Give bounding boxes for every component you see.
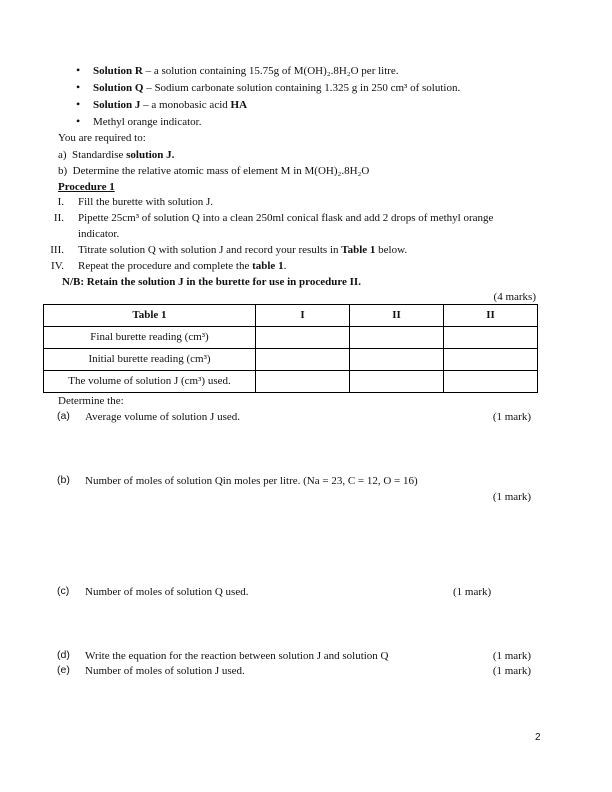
procedure-title: Procedure 1 [58,181,115,193]
table-marks: (4 marks) [493,291,536,303]
required-intro: You are required to: [58,132,146,144]
step-number: III. [50,244,64,256]
question-marks: (1 mark) [492,650,531,662]
row-label: Initial burette reading (cm³) [44,349,256,371]
question-marks: (1 mark) [492,411,531,423]
answer-cell[interactable] [350,327,444,349]
step-number: I. [57,196,64,208]
answer-cell[interactable] [350,371,444,393]
page-number: 2 [535,732,541,743]
question-letter: (c) [57,585,70,597]
row-label: The volume of solution J (cm³) used. [44,371,256,393]
task-a: a) Standardise solution J. [58,149,175,161]
task-b: b) Determine the relative atomic mass of element M in M(OH)₂.8H₂O [58,165,370,177]
table-header: I [256,305,350,327]
materials-list [76,64,460,132]
material-item: • Solution Q – Sodium carbonate solution containing 1.325 g in 250 cm³ of solution. [76,81,460,98]
question-letter: (e) [57,664,70,676]
step-number: II. [53,212,64,224]
question-marks: (1 mark) [492,665,531,677]
question-letter: (b) [57,474,70,486]
table-row [44,371,538,393]
step-text: Fill the burette with solution J. [78,196,214,208]
retain-note: N/B: Retain the solution J in the burette for use in procedure II. [62,276,361,288]
table-header: Table 1 [44,305,256,327]
answer-cell[interactable] [256,327,350,349]
material-item: • Solution J – a monobasic acid HA [76,98,460,115]
answer-cell[interactable] [256,371,350,393]
question-letter: (d) [57,649,70,661]
table-row [44,327,538,349]
question-text: Write the equation for the reaction between solution J and solution Q [85,650,389,662]
material-item: • Methyl orange indicator. [76,115,460,132]
answer-cell[interactable] [256,349,350,371]
question-marks: (1 mark) [453,586,492,598]
determine-intro: Determine the: [58,395,124,407]
row-label: Final burette reading (cm³) [44,327,256,349]
step-text: Repeat the procedure and complete the table 1. [78,260,287,272]
answer-cell[interactable] [444,349,538,371]
results-table [43,304,538,393]
material-item: • Solution R – a solution containing 15.75g of M(OH)₂.8H₂O per litre. [76,64,460,81]
step-text-continued: indicator. [78,228,120,240]
question-marks: (1 mark) [492,491,531,503]
answer-cell[interactable] [444,371,538,393]
table-header: II [350,305,444,327]
question-text: Average volume of solution J used. [85,411,240,423]
question-text: Number of moles of solution Q used. [85,586,249,598]
table-header: II [444,305,538,327]
question-text: Number of moles of solution Qin moles per litre. (Na = 23, C = 12, O = 16) [85,475,418,487]
question-text: Number of moles of solution J used. [85,665,245,677]
answer-cell[interactable] [350,349,444,371]
table-row [44,349,538,371]
answer-cell[interactable] [444,327,538,349]
step-text: Titrate solution Q with solution J and record your results in Table 1 below. [78,244,408,256]
question-letter: (a) [57,410,70,422]
table-header-row [44,305,538,327]
step-number: IV. [51,260,64,272]
step-text: Pipette 25cm³ of solution Q into a clean 250ml conical flask and add 2 drops of methyl orange [78,212,494,224]
